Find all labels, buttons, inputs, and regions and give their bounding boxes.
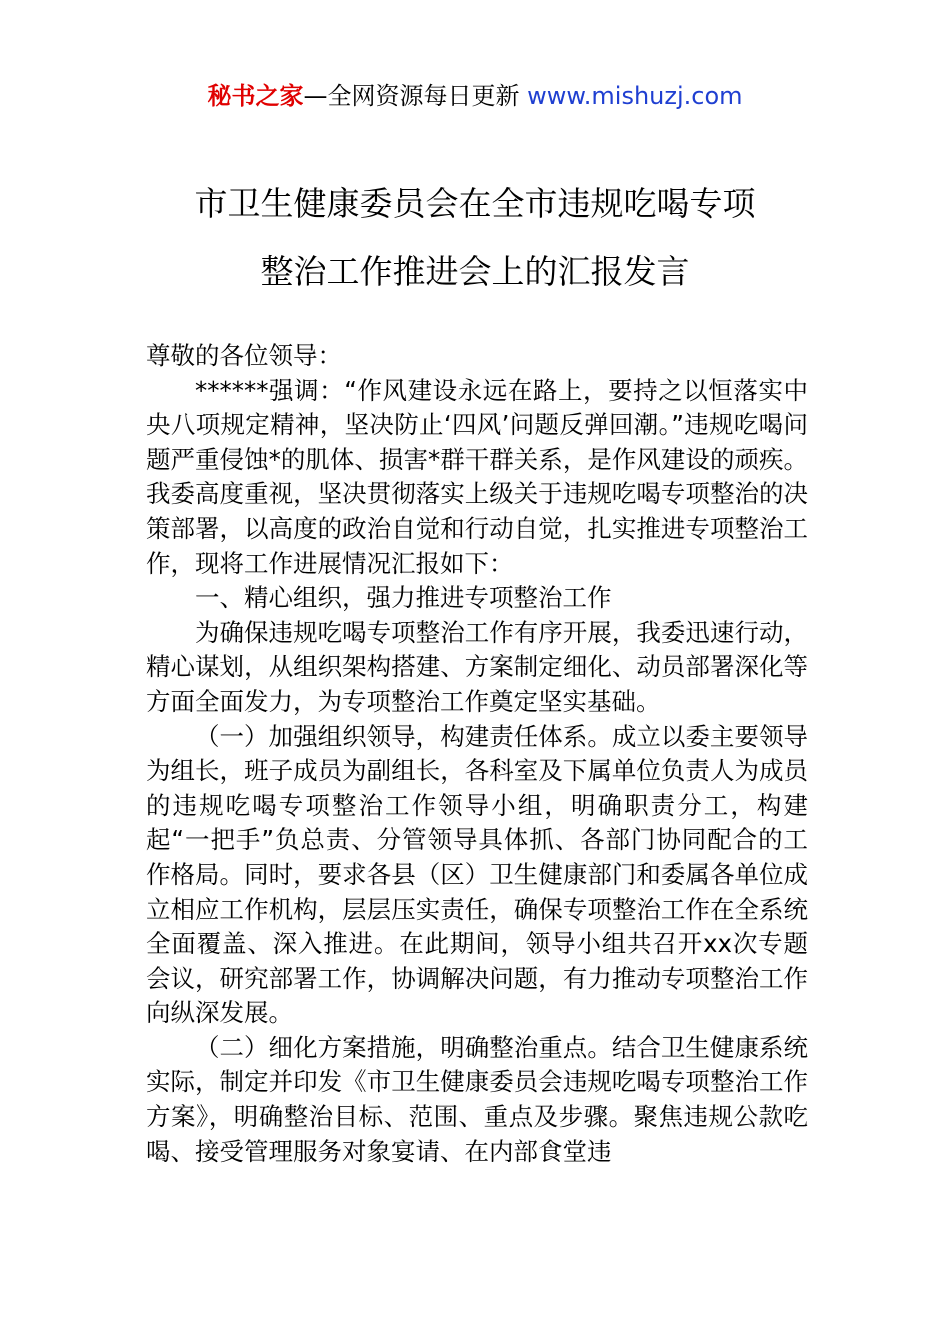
document-body xyxy=(146,339,808,1169)
section-heading-1: 一、精心组织，强力推进专项整治工作 xyxy=(195,583,612,613)
site-tagline: —全网资源每日更新 xyxy=(303,82,520,110)
site-brand: 秘书之家 xyxy=(207,82,304,110)
site-url-link[interactable]: www.mishuzj.com xyxy=(527,82,743,110)
title-line-2: 整治工作推进会上的汇报发言 xyxy=(260,252,690,291)
paragraph-section-1: 为确保违规吃喝专项整治工作有序开展，我委迅速行动，精心谋划，从组织架构搭建、方案制定细化、动员部署深化等方面全面发力，为专项整治工作奠定坚实基础。 xyxy=(146,617,808,716)
title-line-1: 市卫生健康委员会在全市违规吃喝专项 xyxy=(194,184,756,223)
salutation: 尊敬的各位领导： xyxy=(146,341,342,370)
site-header xyxy=(0,80,950,112)
paragraph-intro: ******强调：“作风建设永远在路上，要持之以恒落实中央八项规定精神，坚决防止‘四风’问题反弹回潮。”违规吃喝问题严重侵蚀*的肌体、损害*群干群关系，是作风建设的顽疾。我委高度重视，坚决贯彻落实上级关于违规吃喝专项整治的决策部署，以高度的政治自觉和行动自觉，扎实推进专项整治工作，现将工作进展情况汇报如下： xyxy=(146,375,808,578)
paragraph-subsection-2: （二）细化方案措施，明确整治重点。结合卫生健康系统实际，制定并印发《市卫生健康委员会违规吃喝专项整治工作方案》，明确整治目标、范围、重点及步骤。聚焦违规公款吃喝、接受管理服务对象宴请、在内部食堂违 xyxy=(146,1032,808,1166)
paragraph-subsection-1: （一）加强组织领导，构建责任体系。成立以委主要领导为组长，班子成员为副组长，各科室及下属单位负责人为成员的违规吃喝专项整治工作领导小组，明确职责分工，构建起“一把手”负总责、分管领导具体抓、各部门协同配合的工作格局。同时，要求各县（区）卫生健康部门和委属各单位成立相应工作机构，层层压实责任，确保专项整治工作在全系统全面覆盖、深入推进。在此期间，领导小组共召开xx次专题会议，研究部署工作，协调解决问题，有力推动专项整治工作向纵深发展。 xyxy=(146,721,808,1028)
document-title xyxy=(0,170,950,306)
